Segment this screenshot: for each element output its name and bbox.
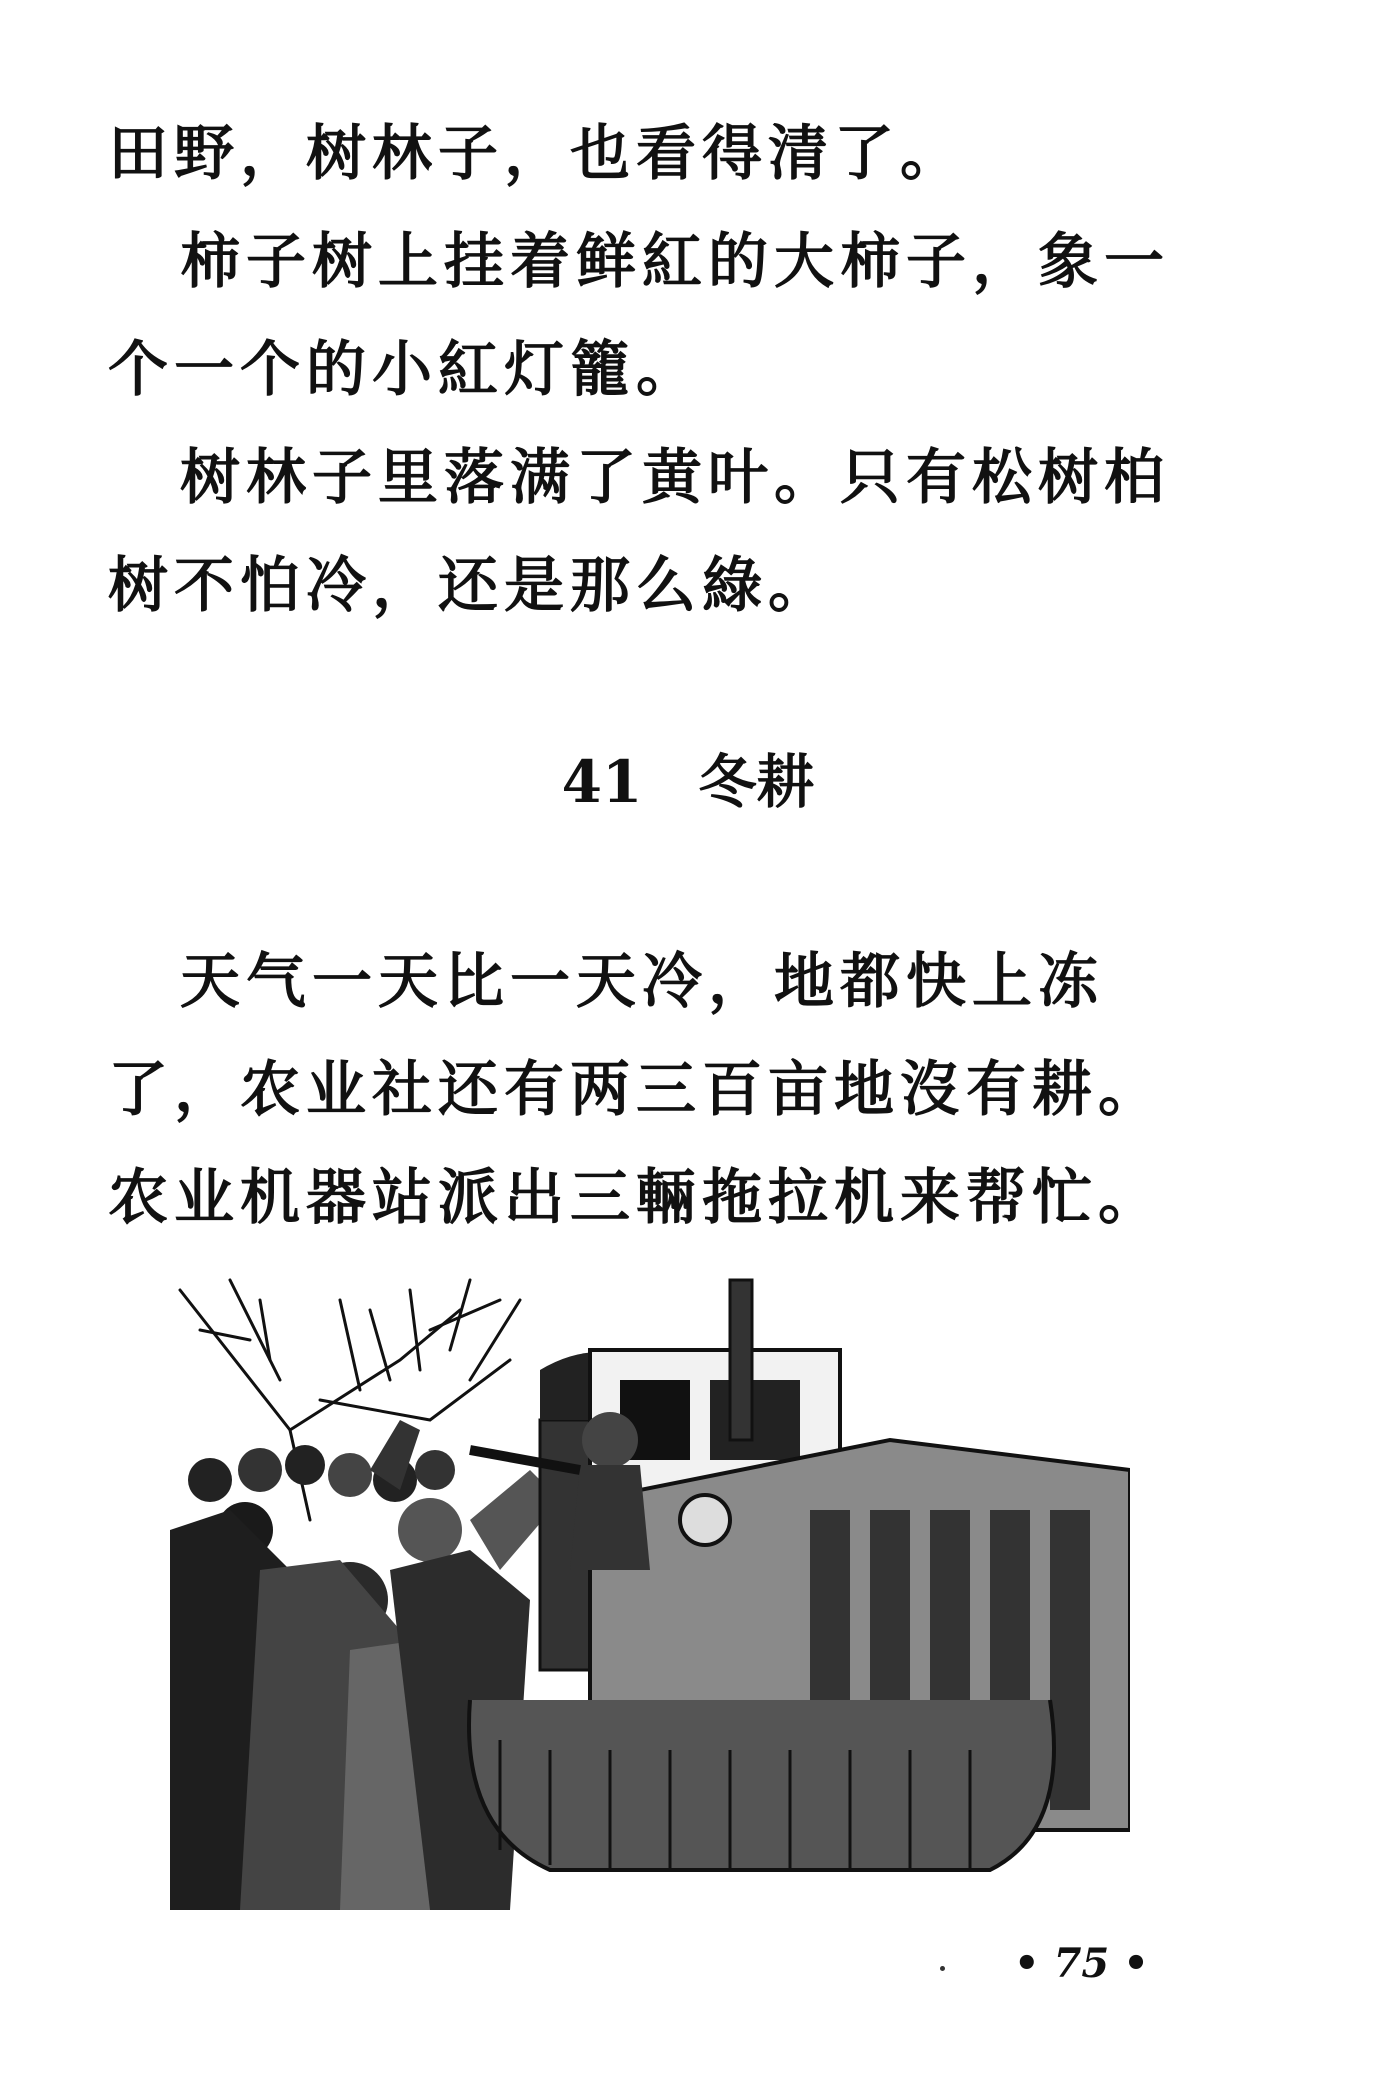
page-number (1000, 1940, 1163, 1987)
page-number-value: 75 (1053, 1940, 1110, 1987)
tractor (469, 1280, 1130, 1870)
paragraph-fields: 田野，树林子，也看得清了。 (108, 119, 966, 189)
lesson-body-paragraph: 天气一天比一天冷，地都快上冻了，农业社还有两三百亩地沒有耕。农业机器站派出三輛拖拉机来帮忙。 (108, 947, 1164, 1233)
paragraph-woods: 树林子里落满了黄叶。只有松树柏树不怕冷，还是那么綠。 (108, 443, 1170, 621)
lesson-number: 41 (561, 748, 643, 816)
lesson-heading (0, 742, 1376, 822)
paragraph-persimmons: 柿子树上挂着鲜紅的大柿子，象一个一个的小紅灯籠。 (108, 227, 1170, 405)
tractor-illustration-svg (170, 1270, 1130, 1910)
page-number-dot-left: • (1014, 1940, 1040, 1987)
tractor-illustration (170, 1270, 1130, 1910)
page-number-dot-right: • (1123, 1940, 1149, 1987)
lesson-title: 冬耕 (698, 748, 815, 816)
driver (582, 1412, 638, 1468)
print-speck (940, 1966, 945, 1971)
